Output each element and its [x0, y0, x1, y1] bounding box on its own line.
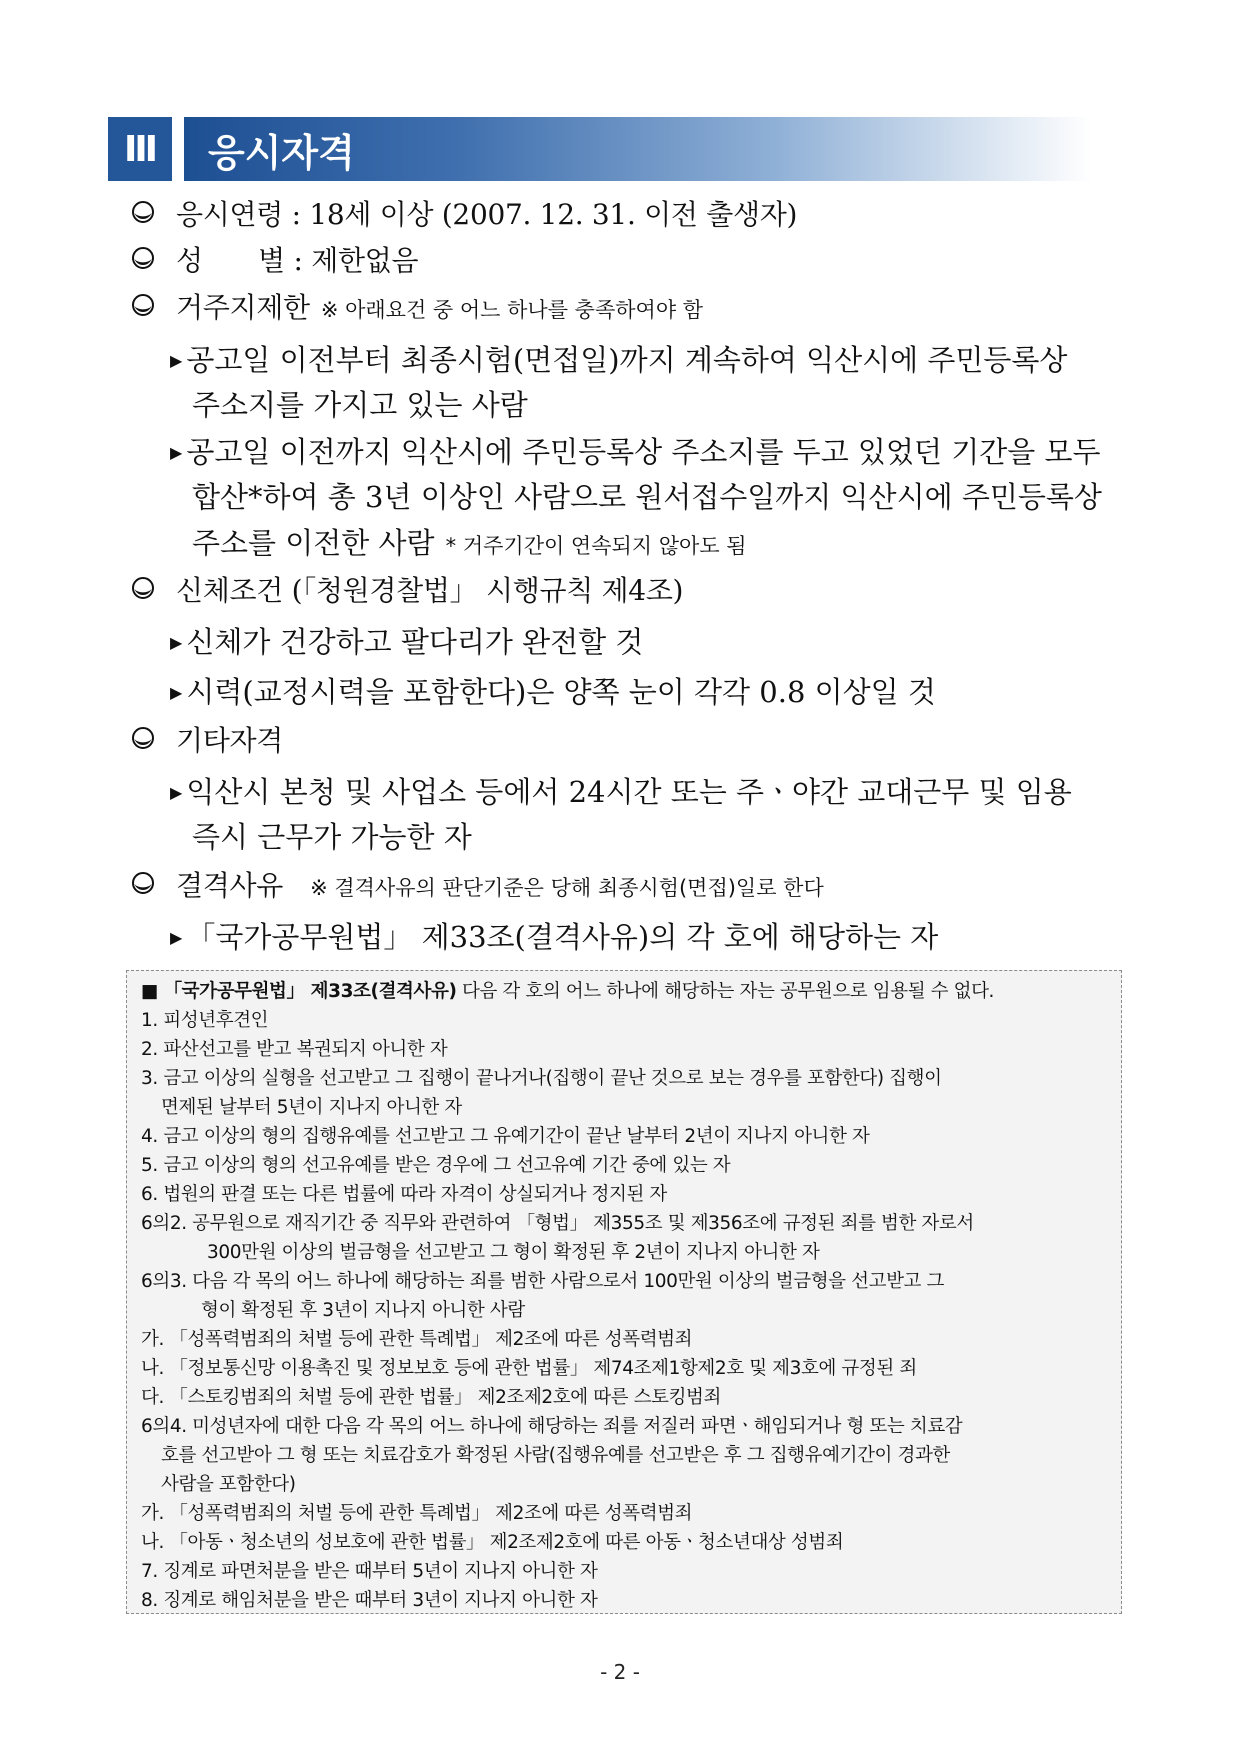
triangle-bullet-icon: ▶ — [170, 683, 183, 702]
disq-label: 결격사유 — [176, 869, 283, 902]
square-bullet-icon: ■ — [141, 981, 159, 1002]
box-heading: ■ 「국가공무원법」 제33조(결격사유) 다음 각 호의 어느 하나에 해당하는 자는 공무원으로 임용될 수 없다. — [141, 981, 995, 1002]
box-line: 가. 「성폭력범죄의 처벌 등에 관한 특례법」 제2조에 따른 성폭력범죄 — [141, 1503, 693, 1524]
page-number: - 2 - — [600, 1660, 640, 1684]
triangle-bullet-icon: ▶ — [170, 928, 183, 947]
box-line: 2. 파산선고를 받고 복권되지 아니한 자 — [141, 1039, 448, 1060]
section-header — [108, 117, 1092, 181]
body-item-2: ▶ 시력(교정시력을 포함한다)은 양쪽 눈이 각각 0.8 이상일 것 — [170, 675, 936, 709]
box-line: 6의2. 공무원으로 재직기간 중 직무와 관련하여 「형법」 제355조 및 제356조에 규정된 죄를 범한 자로서 — [141, 1213, 974, 1234]
disq-line — [176, 864, 824, 904]
box-line: 다. 「스토킹범죄의 처벌 등에 관한 법률」 제2조제2호에 따른 스토킹범죄 — [141, 1387, 721, 1408]
box-line: 6의3. 다음 각 목의 어느 하나에 해당하는 죄를 범한 사람으로서 100만원 이상의 벌금형을 선고받고 그 — [141, 1271, 944, 1292]
bullet-circle-icon — [131, 293, 155, 317]
box-line: 형이 확정된 후 3년이 지나지 아니한 사람 — [201, 1300, 525, 1321]
box-line: 1. 피성년후견인 — [141, 1010, 269, 1031]
box-line: 사람을 포함한다) — [161, 1474, 296, 1495]
residence-note: ※ 아래요건 중 어느 하나를 충족하여야 함 — [320, 298, 704, 322]
box-line: 나. 「정보통신망 이용촉진 및 정보보호 등에 관한 법률」 제74조제1항제2호 및 제3호에 규정된 죄 — [141, 1358, 917, 1379]
section-title: 응시자격 — [184, 117, 1092, 181]
residence-item-2-cont: 합산*하여 총 3년 이상인 사람으로 원서접수일까지 익산시에 주민등록상 — [192, 480, 1102, 514]
box-line: 호를 선고받아 그 형 또는 치료감호가 확정된 사람(집행유예를 선고받은 후 그 집행유예기간이 경과한 — [161, 1445, 950, 1466]
disq-note: ※ 결격사유의 판단기준은 당해 최종시험(면접)일로 한다 — [310, 876, 824, 900]
triangle-bullet-icon: ▶ — [170, 783, 183, 802]
box-line: 5. 금고 이상의 형의 선고유예를 받은 경우에 그 선고유예 기간 중에 있는 자 — [141, 1155, 731, 1176]
box-line: 7. 징계로 파면처분을 받은 때부터 5년이 지나지 아니한 자 — [141, 1561, 598, 1582]
bullet-circle-icon — [131, 576, 155, 600]
body-item-1: ▶ 신체가 건강하고 팔다리가 완전할 것 — [170, 625, 644, 659]
bullet-circle-icon — [131, 871, 155, 895]
residence-label: 거주지제한 — [176, 291, 310, 324]
box-line: 6. 법원의 판결 또는 다른 법률에 따라 자격이 상실되거나 정지된 자 — [141, 1184, 667, 1205]
box-line: 6의4. 미성년자에 대한 다음 각 목의 어느 하나에 해당하는 죄를 저질러 파면ㆍ해임되거나 형 또는 치료감 — [141, 1416, 963, 1437]
body-line: 신체조건 (「청원경찰법」 시행규칙 제4조) — [176, 574, 684, 607]
section-number: Ⅲ — [108, 117, 172, 181]
disq-item-1: ▶ 「국가공무원법」 제33조(결격사유)의 각 호에 해당하는 자 — [170, 920, 939, 954]
box-line: 3. 금고 이상의 실형을 선고받고 그 집행이 끝나거나(집행이 끝난 것으로 보는 경우를 포함한다) 집행이 — [141, 1068, 942, 1089]
gender-line: 성 별 : 제한없음 — [176, 244, 419, 277]
triangle-bullet-icon: ▶ — [170, 351, 183, 370]
residence-item-2-end: 주소를 이전한 사람 * 거주기간이 연속되지 않아도 됨 — [192, 526, 747, 560]
legal-text-box — [126, 970, 1122, 1614]
other-item-1: ▶ 익산시 본청 및 사업소 등에서 24시간 또는 주ㆍ야간 교대근무 및 임용 — [170, 775, 1072, 809]
box-line: 가. 「성폭력범죄의 처벌 등에 관한 특례법」 제2조에 따른 성폭력범죄 — [141, 1329, 693, 1350]
residence-item-1-cont: 주소지를 가지고 있는 사람 — [192, 388, 528, 422]
residence-line — [176, 286, 703, 326]
bullet-circle-icon — [131, 200, 155, 224]
box-line: 4. 금고 이상의 형의 집행유예를 선고받고 그 유예기간이 끝난 날부터 2년이 지나지 아니한 자 — [141, 1126, 870, 1147]
box-line: 300만원 이상의 벌금형을 선고받고 그 형이 확정된 후 2년이 지나지 아니한 자 — [207, 1242, 820, 1263]
other-item-1-cont: 즉시 근무가 가능한 자 — [192, 820, 472, 854]
triangle-bullet-icon: ▶ — [170, 633, 183, 652]
residence-item-2-note: * 거주기간이 연속되지 않아도 됨 — [445, 534, 747, 558]
bullet-circle-icon — [131, 726, 155, 750]
box-line: 나. 「아동ㆍ청소년의 성보호에 관한 법률」 제2조제2호에 따른 아동ㆍ청소년대상 성범죄 — [141, 1532, 844, 1553]
box-line: 면제된 날부터 5년이 지나지 아니한 자 — [161, 1097, 462, 1118]
residence-item-2: ▶ 공고일 이전까지 익산시에 주민등록상 주소지를 두고 있었던 기간을 모두 — [170, 435, 1101, 469]
other-line: 기타자격 — [176, 724, 283, 757]
residence-item-1: ▶ 공고일 이전부터 최종시험(면접일)까지 계속하여 익산시에 주민등록상 — [170, 343, 1068, 377]
age-line: 응시연령 : 18세 이상 (2007. 12. 31. 이전 출생자) — [176, 198, 798, 231]
box-line: 8. 징계로 해임처분을 받은 때부터 3년이 지나지 아니한 자 — [141, 1590, 598, 1611]
bullet-circle-icon — [131, 246, 155, 270]
triangle-bullet-icon: ▶ — [170, 443, 183, 462]
